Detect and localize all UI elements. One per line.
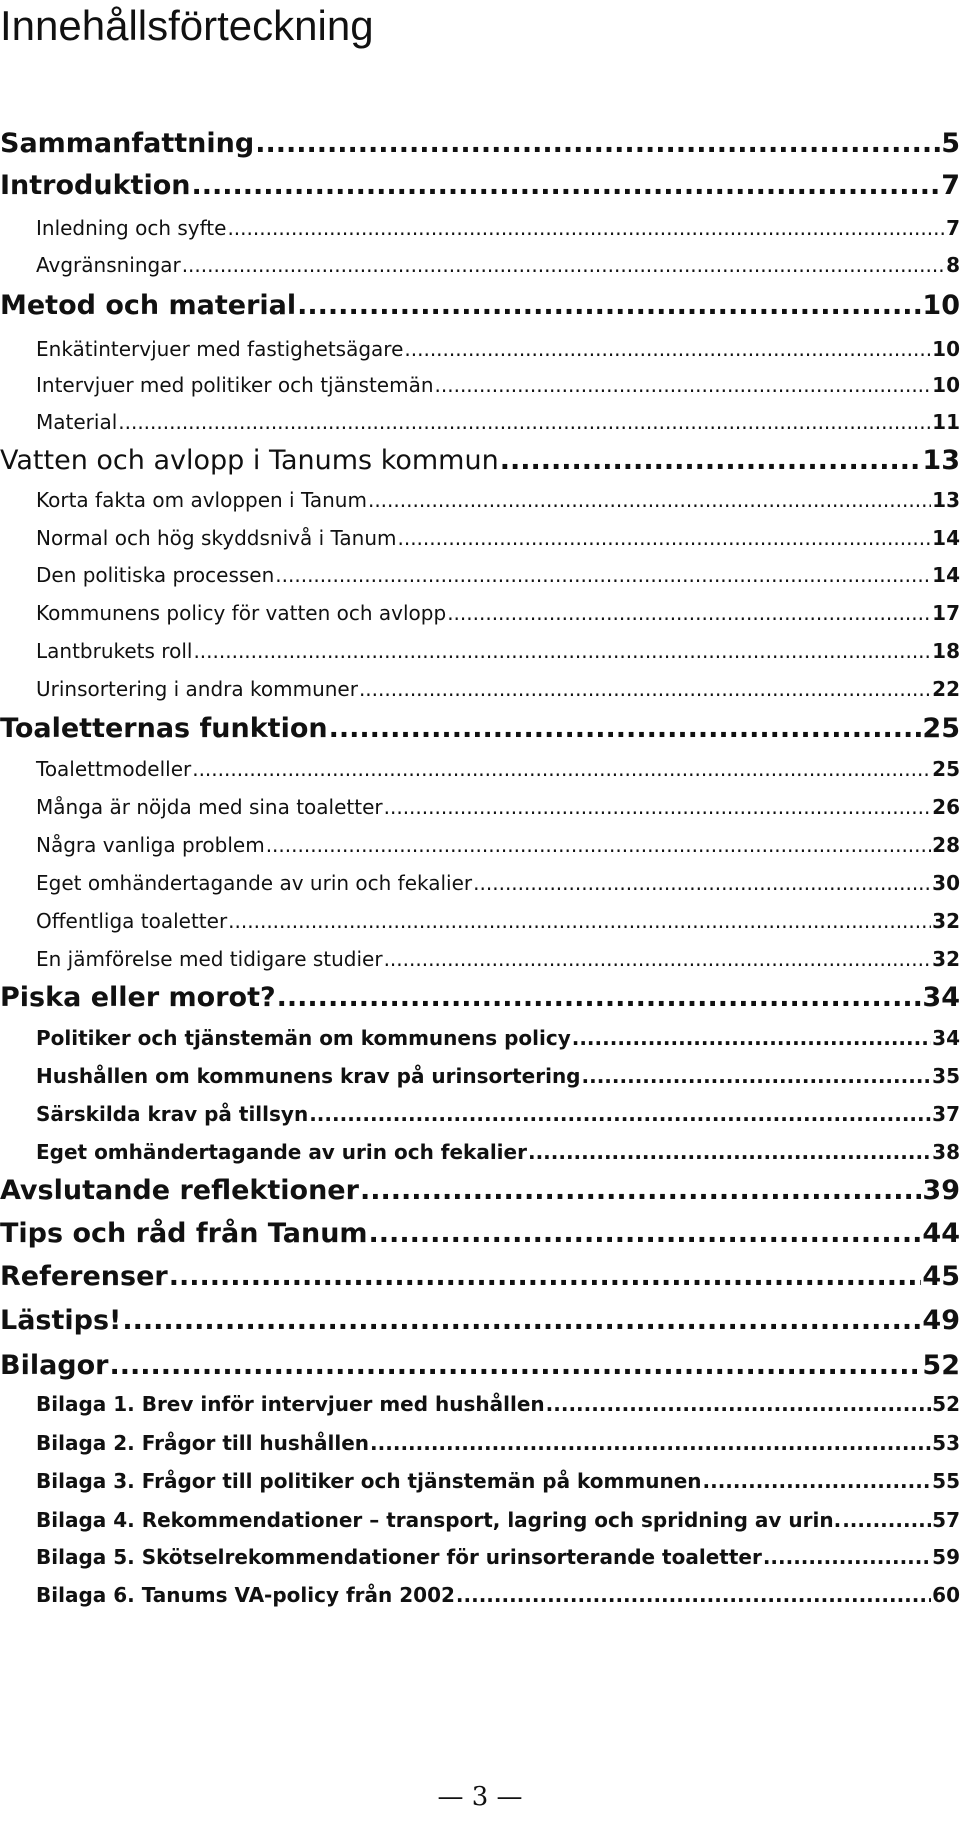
- toc-entry-page: 49: [922, 1305, 960, 1336]
- dot-leader: [193, 639, 931, 663]
- dot-leader: [227, 216, 945, 240]
- toc-entry[interactable]: [0, 639, 960, 663]
- toc-entry-title: Offentliga toaletter: [36, 909, 228, 933]
- toc-entry-page: 7: [946, 216, 960, 240]
- toc-entry-page: 8: [946, 253, 960, 277]
- toc-entry[interactable]: [0, 445, 960, 476]
- toc-entry[interactable]: [0, 982, 960, 1013]
- dot-leader: [309, 1102, 931, 1126]
- dot-leader: [369, 1218, 922, 1249]
- toc-entry[interactable]: [0, 563, 960, 587]
- toc-entry-title: Bilaga 3. Frågor till politiker och tjänstemän på kommunen: [36, 1469, 702, 1493]
- toc-entry-page: 7: [941, 170, 960, 201]
- dot-leader: [404, 337, 931, 361]
- toc-entry-page: 30: [932, 871, 960, 895]
- dot-leader: [191, 170, 940, 201]
- toc-entry[interactable]: [0, 1545, 960, 1569]
- dot-leader: [110, 1350, 922, 1381]
- dot-leader: [228, 909, 931, 933]
- toc-entry-title: Hushållen om kommunens krav på urinsortering: [36, 1064, 581, 1088]
- dot-leader: [572, 1026, 931, 1050]
- page-title: Innehållsförteckning: [0, 2, 374, 49]
- toc-entry[interactable]: [0, 1064, 960, 1088]
- toc-entry[interactable]: [0, 1261, 960, 1292]
- toc-entry-title: Bilaga 1. Brev inför intervjuer med hushållen: [36, 1392, 545, 1416]
- toc-entry-page: 13: [922, 445, 960, 476]
- toc-entry[interactable]: [0, 1218, 960, 1249]
- toc-entry-page: 11: [932, 410, 960, 434]
- dot-leader: [329, 713, 922, 744]
- dot-leader: [703, 1469, 932, 1493]
- toc-entry[interactable]: [0, 373, 960, 397]
- toc-entry-page: 57: [932, 1508, 960, 1532]
- dot-leader: [169, 1261, 922, 1292]
- toc-entry-title: Bilaga 5. Skötselrekommendationer för urinsorterande toaletter: [36, 1545, 762, 1569]
- toc-entry-title: Intervjuer med politiker och tjänstemän: [36, 373, 434, 397]
- toc-entry-title: Introduktion: [0, 170, 191, 201]
- toc-entry-page: 38: [932, 1140, 960, 1164]
- toc-entry-page: 32: [932, 947, 960, 971]
- toc-entry-title: En jämförelse med tidigare studier: [36, 947, 383, 971]
- toc-entry[interactable]: [0, 601, 960, 625]
- toc-entry-title: Material: [36, 410, 118, 434]
- toc-entry-title: Vatten och avlopp i Tanums kommun: [0, 445, 499, 476]
- toc-entry-page: 22: [932, 677, 960, 701]
- toc-entry[interactable]: [0, 337, 960, 361]
- toc-entry[interactable]: [0, 1431, 960, 1455]
- toc-entry[interactable]: [0, 677, 960, 701]
- dot-leader: [118, 410, 931, 434]
- toc-entry-page: 18: [932, 639, 960, 663]
- toc-entry-page: 10: [922, 290, 960, 321]
- dot-leader: [582, 1064, 932, 1088]
- toc-entry-title: Lästips!: [0, 1305, 122, 1336]
- dot-leader: [763, 1545, 931, 1569]
- dot-leader: [384, 947, 932, 971]
- toc-entry-page: 14: [932, 563, 960, 587]
- dot-leader: [275, 563, 931, 587]
- toc-entry-page: 37: [932, 1102, 960, 1126]
- toc-entry-title: Sammanfattning: [0, 128, 255, 159]
- toc-entry[interactable]: [0, 1392, 960, 1416]
- toc-entry[interactable]: [0, 170, 960, 201]
- dot-leader: [192, 757, 931, 781]
- dot-leader: [297, 290, 921, 321]
- toc-entry[interactable]: [0, 410, 960, 434]
- toc-entry-title: Inledning och syfte: [36, 216, 227, 240]
- toc-entry-title: Den politiska processen: [36, 563, 275, 587]
- toc-entry-page: 10: [932, 373, 960, 397]
- dot-leader: [528, 1140, 931, 1164]
- toc-entry-page: 53: [932, 1431, 960, 1455]
- toc-entry-page: 44: [922, 1218, 960, 1249]
- toc-entry-title: Bilaga 4. Rekommendationer – transport, lagring och spridning av urin.: [36, 1508, 842, 1532]
- toc-entry-page: 25: [922, 713, 960, 744]
- dot-leader: [546, 1392, 932, 1416]
- toc-entry[interactable]: [0, 833, 960, 857]
- toc-entry[interactable]: [0, 216, 960, 240]
- toc-entry-title: Korta fakta om avloppen i Tanum: [36, 488, 367, 512]
- toc-entry-page: 17: [932, 601, 960, 625]
- toc-entry-page: 25: [932, 757, 960, 781]
- dot-leader: [255, 128, 940, 159]
- toc-entry-title: Bilaga 6. Tanums VA-policy från 2002: [36, 1583, 455, 1607]
- toc-entry[interactable]: [0, 1026, 960, 1050]
- toc-entry-title: Metod och material: [0, 290, 297, 321]
- toc-entry-page: 52: [922, 1350, 960, 1381]
- toc-entry-page: 52: [932, 1392, 960, 1416]
- toc-entry-title: Urinsortering i andra kommuner: [36, 677, 358, 701]
- toc-entry-title: Kommunens policy för vatten och avlopp: [36, 601, 447, 625]
- toc-entry[interactable]: [0, 128, 960, 159]
- toc-entry-page: 13: [932, 488, 960, 512]
- toc-entry-title: Toalettmodeller: [36, 757, 192, 781]
- toc-entry-title: Eget omhändertagande av urin och fekalier: [36, 871, 473, 895]
- toc-entry[interactable]: [0, 795, 960, 819]
- dot-leader: [370, 1431, 931, 1455]
- dot-leader: [368, 488, 931, 512]
- dot-leader: [473, 871, 931, 895]
- toc-entry-page: 32: [932, 909, 960, 933]
- toc-entry-page: 28: [932, 833, 960, 857]
- toc-entry-title: Avgränsningar: [36, 253, 181, 277]
- toc-entry[interactable]: [0, 1305, 960, 1336]
- toc-entry-page: 35: [932, 1064, 960, 1088]
- toc-entry[interactable]: [0, 871, 960, 895]
- dot-leader: [122, 1305, 921, 1336]
- toc-entry-page: 5: [941, 128, 960, 159]
- toc-entry-page: 34: [922, 982, 960, 1013]
- toc-entry[interactable]: [0, 1175, 960, 1206]
- toc-entry-title: Avslutande reflektioner: [0, 1175, 359, 1206]
- toc-entry[interactable]: [0, 757, 960, 781]
- toc-entry[interactable]: [0, 947, 960, 971]
- toc-entry[interactable]: [0, 1583, 960, 1607]
- toc-entry-page: 55: [932, 1469, 960, 1493]
- dot-leader: [359, 677, 931, 701]
- toc-entry[interactable]: [0, 1508, 960, 1532]
- dot-leader: [500, 445, 922, 476]
- toc-entry-title: Särskilda krav på tillsyn: [36, 1102, 309, 1126]
- toc-entry[interactable]: [0, 1140, 960, 1164]
- toc-entry-page: 60: [932, 1583, 960, 1607]
- toc-entry[interactable]: [0, 253, 960, 277]
- toc-entry[interactable]: [0, 1102, 960, 1126]
- toc-entry-page: 34: [932, 1026, 960, 1050]
- toc-entry[interactable]: [0, 1469, 960, 1493]
- toc-entry-title: Eget omhändertagande av urin och fekalier: [36, 1140, 527, 1164]
- toc-entry-title: Några vanliga problem: [36, 833, 265, 857]
- toc-entry-title: Toaletternas funktion: [0, 713, 328, 744]
- dot-leader: [360, 1175, 921, 1206]
- toc-entry[interactable]: [0, 488, 960, 512]
- toc-entry-title: Enkätintervjuer med fastighetsägare: [36, 337, 404, 361]
- toc-entry-page: 59: [932, 1545, 960, 1569]
- toc-entry-title: Bilaga 2. Frågor till hushållen: [36, 1431, 370, 1455]
- toc-entry-title: Lantbrukets roll: [36, 639, 193, 663]
- toc-entry-page: 45: [922, 1261, 960, 1292]
- dot-leader: [266, 833, 931, 857]
- toc-entry-title: Piska eller morot?: [0, 982, 276, 1013]
- dot-leader: [435, 373, 932, 397]
- toc-entry[interactable]: [0, 909, 960, 933]
- toc-entry-title: Bilagor: [0, 1350, 109, 1381]
- dot-leader: [447, 601, 931, 625]
- toc-entry-page: 26: [932, 795, 960, 819]
- toc-entry-page: 10: [932, 337, 960, 361]
- toc-entry-title: Många är nöjda med sina toaletter: [36, 795, 383, 819]
- dot-leader: [384, 795, 932, 819]
- toc-entry-title: Normal och hög skyddsnivå i Tanum: [36, 526, 397, 550]
- dot-leader: [397, 526, 931, 550]
- toc-entry-title: Referenser: [0, 1261, 168, 1292]
- toc-entry[interactable]: [0, 713, 960, 744]
- dot-leader: [842, 1508, 931, 1532]
- toc-entry-title: Tips och råd från Tanum: [0, 1218, 368, 1249]
- toc-entry[interactable]: [0, 290, 960, 321]
- toc-entry-title: Politiker och tjänstemän om kommunens policy: [36, 1026, 571, 1050]
- toc-entry[interactable]: [0, 1350, 960, 1381]
- toc-entry-page: 14: [932, 526, 960, 550]
- toc-entry-page: 39: [922, 1175, 960, 1206]
- dot-leader: [182, 253, 945, 277]
- page-number: — 3 —: [437, 1782, 523, 1812]
- toc-entry[interactable]: [0, 526, 960, 550]
- dot-leader: [277, 982, 922, 1013]
- dot-leader: [456, 1583, 931, 1607]
